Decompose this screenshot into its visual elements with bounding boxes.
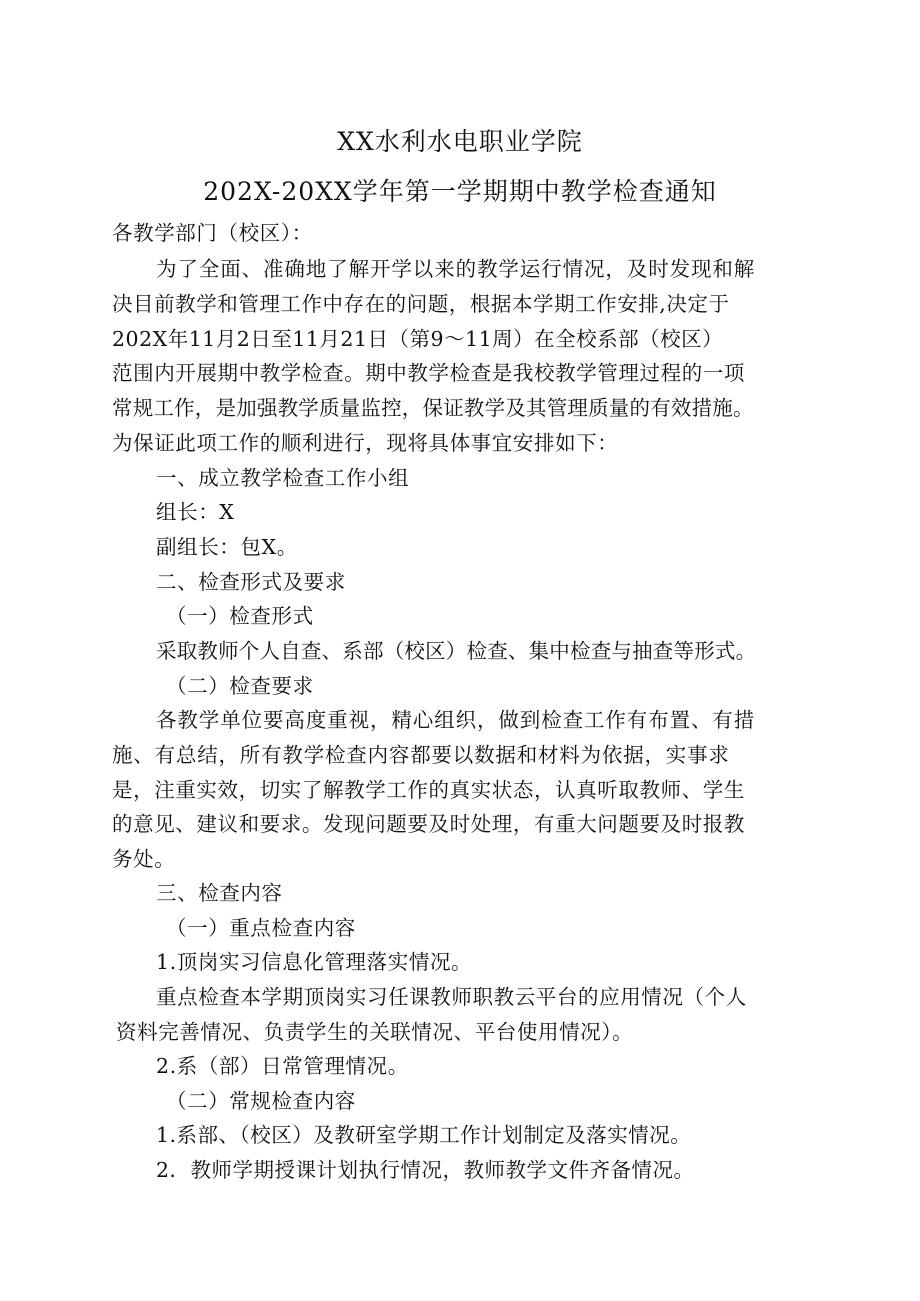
group-deputy: 副组长：包X。 (156, 535, 298, 559)
paragraph-line: 为了全面、准确地了解开学以来的教学运行情况，及时发现和解 (156, 257, 756, 281)
regular-item-1: 1.系部、（校区）及教研室学期工作计划制定及落实情况。 (156, 1123, 692, 1147)
key-item-1-detail-line: 资料完善情况、负责学生的关联情况、平台使用情况）。 (116, 1020, 634, 1044)
section-3-heading: 三、检查内容 (156, 881, 283, 905)
subsection-check-requirements: （二）检查要求 (166, 674, 314, 698)
subsection-key-items: （一）重点检查内容 (166, 916, 356, 940)
key-item-1: 1.顶岗实习信息化管理落实情况。 (156, 950, 473, 974)
regular-item-2: 2．教师学期授课计划执行情况，教师教学文件齐备情况。 (156, 1158, 695, 1182)
paragraph-line: 为保证此项工作的顺利进行，现将具体事宜安排如下： (112, 431, 619, 455)
section-2-heading: 二、检查形式及要求 (156, 570, 346, 594)
paragraph-line: 各教学单位要高度重视，精心组织，做到检查工作有布置、有措 (156, 708, 756, 732)
paragraph-line: 施、有总结，所有教学检查内容都要以数据和材料为依据，实事求 (112, 743, 730, 767)
paragraph-line: 常规工作，是加强教学质量监控，保证教学及其管理质量的有效措施。 (112, 396, 754, 420)
subsection-check-form: （一）检查形式 (166, 604, 314, 628)
paragraph-line: 是，注重实效，切实了解教学工作的真实状态，认真听取教师、学生 (112, 778, 745, 802)
key-item-1-detail-line: 重点检查本学期顶岗实习任课教师职教云平台的应用情况（个人 (156, 985, 747, 1009)
paragraph-line: 务处。 (112, 847, 176, 871)
paragraph-line: 的意见、建议和要求。发现问题要及时处理，有重大问题要及时报教 (112, 812, 745, 836)
section-1-heading: 一、成立教学检查工作小组 (156, 466, 410, 490)
school-name-title: XX水利水电职业学院 (337, 127, 583, 156)
subsection-regular-items: （二）常规检查内容 (166, 1089, 356, 1113)
paragraph-line: 202X年11月2日至11月21日（第9～11周）在全校系部（校区） (112, 327, 724, 351)
paragraph-line: 范围内开展期中教学检查。期中教学检查是我校教学管理过程的一项 (112, 361, 745, 385)
salutation: 各教学部门（校区）： (112, 221, 313, 245)
paragraph-line: 决目前教学和管理工作中存在的问题，根据本学期工作安排,决定于 (112, 292, 730, 316)
key-item-2: 2.系（部）日常管理情况。 (156, 1054, 409, 1078)
group-leader: 组长：X (156, 500, 235, 524)
notice-title: 202X-20XX学年第一学期期中教学检查通知 (203, 177, 717, 206)
check-form-text: 采取教师个人自查、系部（校区）检查、集中检查与抽查等形式。 (156, 639, 757, 663)
